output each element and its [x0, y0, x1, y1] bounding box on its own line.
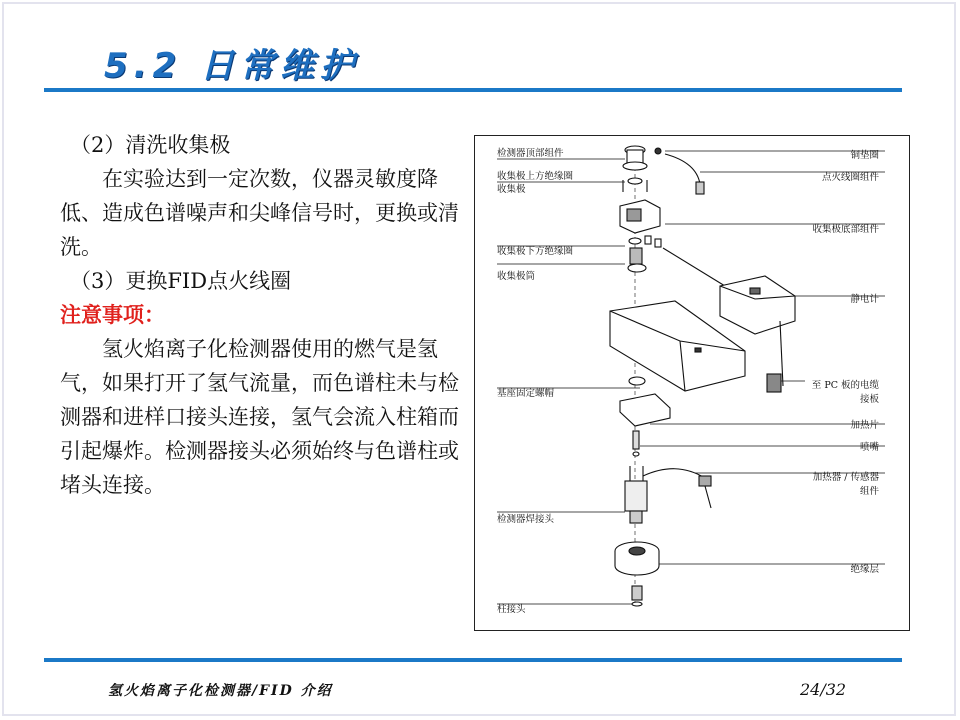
fid-exploded-diagram [474, 135, 910, 631]
label-insulation: 绝缘层 [850, 564, 879, 575]
notice-heading: 注意事项： [60, 302, 165, 327]
label-collector-upper-insulator: 收集极上方绝缘圈 [497, 171, 574, 182]
label-detector-weld-fitting: 检测器焊接头 [497, 514, 555, 525]
page-number: 24/32 [800, 680, 847, 699]
section-2-heading: （2）清洗收集极 [70, 133, 231, 157]
label-assembly: 组件 [859, 486, 879, 497]
label-heater-sensor: 加热器 / 传感器 [812, 472, 879, 483]
label-base-nut: 基座固定螺帽 [497, 388, 555, 399]
label-heater-plate: 加热片 [850, 420, 879, 431]
label-pc-board-cable: 至 PC 板的电缆 [811, 380, 879, 391]
label-electrometer: 静电计 [850, 294, 879, 305]
section-2-text: 在实验达到一定次数，仪器灵敏度降低、造成色谱噪声和尖峰信号时，更换或清洗。 [60, 167, 459, 259]
section-3-heading: （3）更换FID点火线圈 [70, 269, 292, 293]
notice-text: 氢火焰离子化检测器使用的燃气是氢气，如果打开了氢气流量，而色谱柱未与检测器和进样口接头连接，氢气会流入柱箱而引起爆炸。检测器接头必须始终与色谱柱或堵头连接。 [60, 337, 459, 497]
label-collector-lower-insulator: 收集极下方绝缘圈 [497, 246, 574, 257]
label-jet: 喷嘴 [859, 442, 879, 453]
label-connector-board: 接板 [859, 394, 879, 405]
label-collector-body: 收集极筒 [497, 271, 536, 282]
label-copper-washer: 铜垫圈 [850, 150, 879, 161]
footer-title: 氢火焰离子化检测器/FID 介绍 [108, 683, 333, 699]
title-divider [44, 88, 902, 92]
slide-title: 5.2 日常维护 [104, 46, 361, 86]
label-detector-top-assembly: 检测器顶部组件 [497, 148, 564, 159]
label-collector: 收集极 [497, 184, 526, 195]
label-collector-bottom-assembly: 收集极底部组件 [812, 224, 879, 235]
label-ignition-coil: 点火线圈组件 [821, 172, 879, 183]
body-text [60, 128, 470, 502]
label-column-fitting: 柱接头 [497, 604, 526, 615]
footer-divider [44, 658, 902, 662]
